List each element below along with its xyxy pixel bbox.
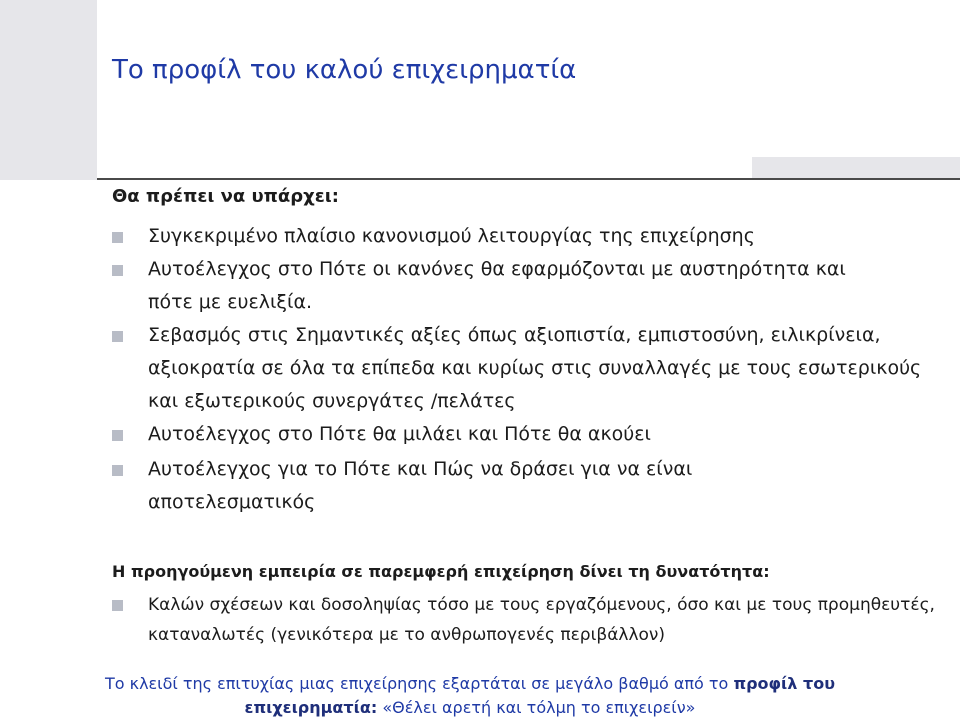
bullet-text: Αυτοέλεγχος για το Πότε και Πώς να δράσει για να είναι αποτελεσματικός <box>148 458 693 513</box>
section1-heading: Θα πρέπει να υπάρχει: <box>112 186 339 207</box>
bullet-square-icon <box>112 600 123 611</box>
bullet-item <box>112 590 952 650</box>
bullet-square-icon <box>112 430 123 441</box>
bullet-square-icon <box>112 232 123 243</box>
bullet-text: Καλών σχέσεων και δοσοληψίας τόσο με τους εργαζόμενους, όσο και με τους προμηθευτές, καταναλωτές (γενικότερα με το ανθρωπογενές περιβάλλον) <box>148 595 935 645</box>
bullet-item <box>112 418 892 451</box>
bullet-text: Αυτοέλεγχος στο Πότε οι κανόνες θα εφαρμόζονται με αυστηρότητα και πότε με ευελιξία. <box>148 258 846 313</box>
title-divider <box>97 178 960 180</box>
decorative-divider-band <box>752 157 960 179</box>
bullet-item <box>112 453 772 519</box>
bullet-item <box>112 253 892 319</box>
slide-title: Το προφίλ του καλού επιχειρηματία <box>112 55 577 85</box>
bullet-text: Συγκεκριμένο πλαίσιο κανονισμού λειτουργίας της επιχείρησης <box>148 225 755 247</box>
bullet-square-icon <box>112 465 123 476</box>
footer-quote: «Θέλει αρετή και τόλμη το επιχειρείν» <box>382 698 696 717</box>
bullet-square-icon <box>112 265 123 276</box>
decorative-side-band <box>0 0 97 180</box>
bullet-text: Σεβασμός στις Σημαντικές αξίες όπως αξιοπιστία, εμπιστοσύνη, ειλικρίνεια, αξιοκρατία σε όλα τα επίπεδα και κυρίως στις συναλλαγές με τους εσωτερικούς και εξωτερικούς συνεργάτες /πελάτες <box>148 324 922 412</box>
footer-emphasis: προφίλ του επιχειρηματία: <box>244 674 835 717</box>
bullet-item <box>112 220 872 253</box>
footer-note <box>70 672 870 720</box>
footer-text: Το κλειδί της επιτυχίας μιας επιχείρησης εξαρτάται σε μεγάλο βαθμό από το <box>104 674 729 693</box>
bullet-text: Αυτοέλεγχος στο Πότε θα μιλάει και Πότε θα ακούει <box>148 423 651 445</box>
bullet-item <box>112 319 945 418</box>
bullet-square-icon <box>112 331 123 342</box>
section2-heading: Η προηγούμενη εμπειρία σε παρεμφερή επιχείρηση δίνει τη δυνατότητα: <box>112 562 770 581</box>
